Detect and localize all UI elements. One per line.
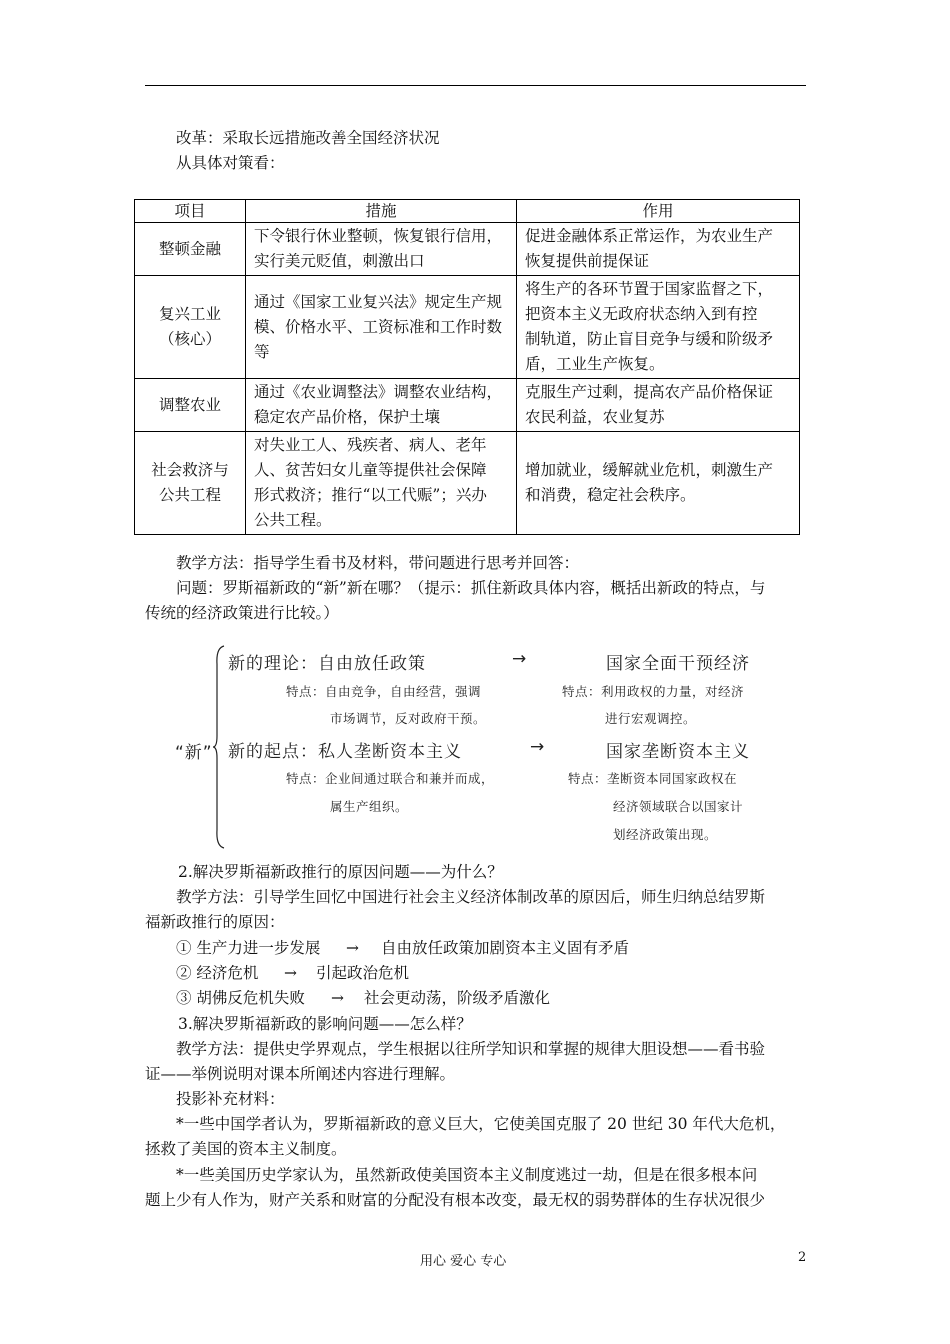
row1-left-note: 特点：自由竞争，自由经营，强调 xyxy=(286,684,482,699)
row2-right-title: 国家垄断资本主义 xyxy=(606,742,750,762)
reason-right: 引起政治危机 xyxy=(316,964,410,982)
view1-line-1: *一些中国学者认为，罗斯福新政的意义巨大，它使美国克服了 20 世纪 30 年代大危机， xyxy=(176,1115,786,1133)
table-cell-item: 调整农业 xyxy=(135,379,246,432)
row1-left-title: 新的理论：自由放任政策 xyxy=(228,654,426,674)
reason-right: 自由放任政策加剧资本主义固有矛盾 xyxy=(381,939,630,957)
table-row xyxy=(135,432,800,535)
table-row xyxy=(135,223,800,276)
row2-right-note: 划经济政策出现。 xyxy=(613,827,718,842)
row2-right-note: 经济领域联合以国家计 xyxy=(613,799,744,814)
row1-left-note: 市场调节，反对政府干预。 xyxy=(330,711,487,726)
material-title: 投影补充材料： xyxy=(176,1090,285,1108)
reason-left: ③ 胡佛反危机失败 xyxy=(176,989,305,1007)
intro-reform: 改革：采取长远措施改善全国经济状况 xyxy=(176,129,440,147)
reason-left: ② 经济危机 xyxy=(176,964,259,982)
table-cell-measure: 下令银行休业整顿，恢复银行信用， 实行美元贬值，刺激出口 xyxy=(246,223,517,276)
view2-line-1: *一些美国历史学家认为，虽然新政使美国资本主义制度逃过一劫，但是在很多根本问 xyxy=(176,1166,758,1184)
table-header-row xyxy=(135,200,800,223)
table-header-item: 项目 xyxy=(135,200,246,223)
row1-right-note: 特点：利用政权的力量，对经济 xyxy=(562,684,745,699)
row1-right-title: 国家全面干预经济 xyxy=(606,654,750,674)
section3-method-line-2: 证——举例说明对课本所阐述内容进行理解。 xyxy=(145,1065,456,1083)
row1-arrow: → xyxy=(512,649,528,669)
table-cell-effect: 增加就业，缓解就业危机，刺激生产 和消费，稳定社会秩序。 xyxy=(517,432,800,535)
row2-arrow: → xyxy=(530,737,546,757)
table-cell-item: 整顿金融 xyxy=(135,223,246,276)
row2-right-note: 特点：垄断资本同国家政权在 xyxy=(568,771,738,786)
intro-from-measures: 从具体对策看： xyxy=(176,154,285,172)
reason-left: ① 生产力进一步发展 xyxy=(176,939,321,957)
section2-method-line-2: 福新政推行的原因： xyxy=(145,913,285,931)
measures-table xyxy=(134,199,800,535)
table-header-measure: 措施 xyxy=(246,200,517,223)
question-line-2: 传统的经济政策进行比较。） xyxy=(145,604,339,622)
new-label: “新” xyxy=(175,743,213,763)
table-cell-item: 社会救济与 公共工程 xyxy=(135,432,246,535)
table-cell-effect: 促进金融体系正常运作，为农业生产 恢复提供前提保证 xyxy=(517,223,800,276)
table-cell-item: 复兴工业 （核心） xyxy=(135,276,246,379)
section3-method-line-1: 教学方法：提供史学界观点，学生根据以往所学知识和掌握的规律大胆设想——看书验 xyxy=(176,1040,766,1058)
table-cell-measure: 通过《国家工业复兴法》规定生产规 模、价格水平、工资标准和工作时数 等 xyxy=(246,276,517,379)
table-cell-measure: 通过《农业调整法》调整农业结构， 稳定农产品价格，保护土壤 xyxy=(246,379,517,432)
row2-left-title: 新的起点：私人垄断资本主义 xyxy=(228,742,462,762)
view1-line-2: 拯救了美国的资本主义制度。 xyxy=(145,1140,347,1158)
method-guide: 教学方法：指导学生看书及材料，带问题进行思考并回答： xyxy=(176,554,580,572)
table-row xyxy=(135,379,800,432)
row2-left-note: 特点：企业间通过联合和兼并而成， xyxy=(286,771,495,786)
footer-slogan: 用心 爱心 专心 xyxy=(420,1254,507,1269)
curly-brace xyxy=(212,644,226,850)
reason-right: 社会更动荡，阶级矛盾激化 xyxy=(364,989,551,1007)
reason-arrow: → xyxy=(284,964,297,982)
section3-title: 3.解决罗斯福新政的影响问题——怎么样？ xyxy=(178,1015,472,1033)
header-rule xyxy=(145,85,806,86)
page-number: 2 xyxy=(798,1250,807,1265)
section2-method-line-1: 教学方法：引导学生回忆中国进行社会主义经济体制改革的原因后，师生归纳总结罗斯 xyxy=(176,888,766,906)
reason-arrow: → xyxy=(331,989,344,1007)
table-cell-effect: 克服生产过剩，提高农产品价格保证 农民利益，农业复苏 xyxy=(517,379,800,432)
row1-right-note: 进行宏观调控。 xyxy=(605,711,697,726)
table-cell-effect: 将生产的各环节置于国家监督之下， 把资本主义无政府状态纳入到有控 制轨道，防止盲目竞争与缓和阶级矛 盾，工业生产恢复。 xyxy=(517,276,800,379)
table-row xyxy=(135,276,800,379)
row2-left-note: 属生产组织。 xyxy=(330,799,409,814)
reason-arrow: → xyxy=(346,939,359,957)
question-line-1: 问题：罗斯福新政的“新”新在哪？（提示：抓住新政具体内容，概括出新政的特点，与 xyxy=(176,579,766,597)
table-header-effect: 作用 xyxy=(517,200,800,223)
table-cell-measure: 对失业工人、残疾者、病人、老年 人、贫苦妇女儿童等提供社会保障 形式救济；推行“以工代赈”；兴办 公共工程。 xyxy=(246,432,517,535)
section2-title: 2.解决罗斯福新政推行的原因问题——为什么？ xyxy=(178,863,503,881)
view2-line-2: 题上少有人作为，财产关系和财富的分配没有根本改变，最无权的弱势群体的生存状况很少 xyxy=(145,1191,766,1209)
